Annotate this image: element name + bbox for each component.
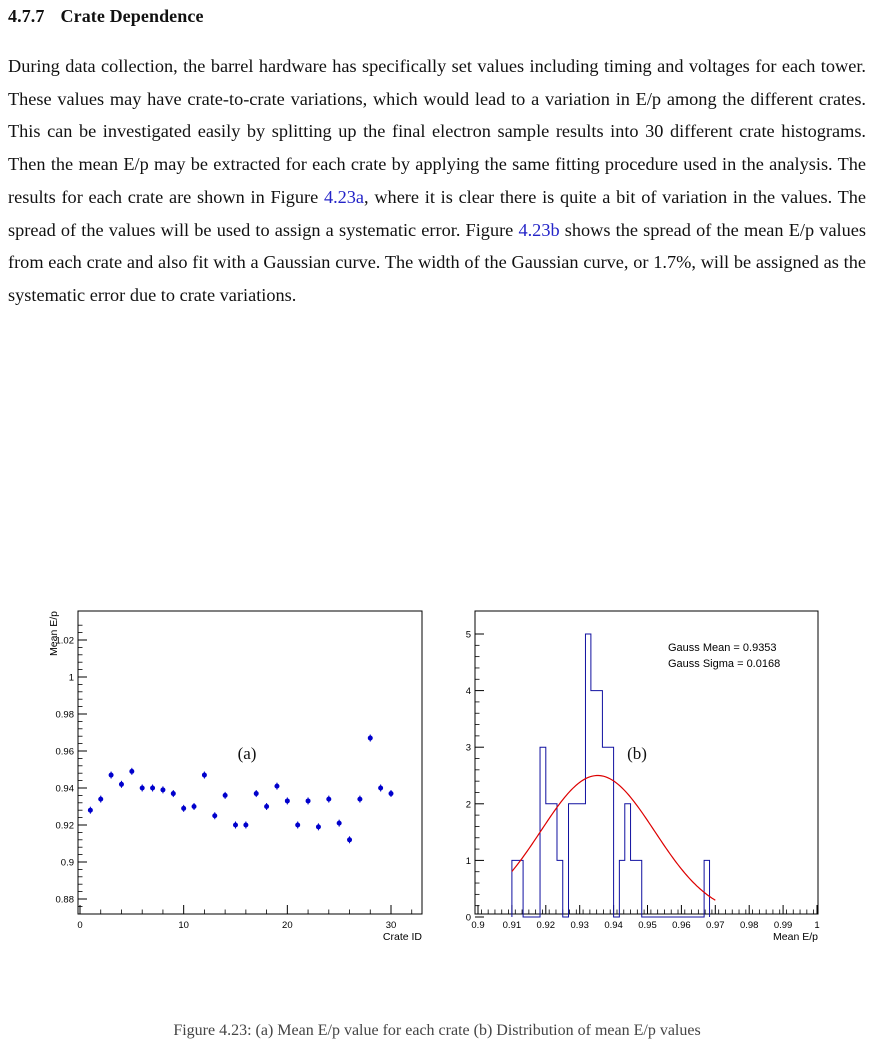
paragraph-text-3: shows the spread of the mean E/p values from each crate and also fit with a Gaussian curve. The width of the Gaussian curve, or 1.7%, will be assigned as the systematic error due to crate variations. [8, 219, 867, 305]
section-title: Crate Dependence [60, 6, 204, 26]
y-tick-label: 4 [465, 686, 471, 698]
x-axis-label: Mean E/p [773, 931, 818, 943]
y-tick-label: 1 [68, 672, 74, 684]
gauss-sigma-label: Gauss Sigma = 0.0168 [668, 658, 781, 670]
figure-caption-partial: Figure 4.23: (a) Mean E/p value for each crate (b) Distribution of mean E/p values [173, 1022, 701, 1039]
x-tick-label: 10 [178, 920, 189, 931]
gauss-mean-label: Gauss Mean = 0.9353 [668, 642, 777, 654]
x-tick-label: 30 [385, 920, 397, 931]
x-tick-label: 0 [77, 920, 83, 931]
paragraph-text-2: , where it is clear there is quite a bit of variation in the values. The spread of the values will be used to assign a systematic error. Figure [8, 186, 866, 240]
x-tick-label: 0.91 [502, 920, 522, 931]
x-tick-label: 0.96 [672, 920, 691, 931]
x-tick-label: 0.92 [536, 920, 556, 931]
x-tick-label: 0.95 [638, 920, 657, 931]
x-tick-label: 0.9 [471, 920, 485, 931]
x-tick-label: 0.98 [739, 920, 759, 931]
y-tick-label: 2 [465, 799, 471, 811]
y-axis-label: Mean E/p [48, 611, 60, 656]
y-tick-label: 5 [465, 629, 471, 641]
y-tick-label: 3 [465, 742, 471, 754]
x-axis-label: Crate ID [382, 931, 422, 943]
x-tick-label: 0.93 [570, 920, 589, 931]
histogram-outline [512, 634, 710, 917]
y-tick-label: 0.92 [55, 820, 74, 832]
paragraph-text-1: During data collection, the barrel hardware has specifically set values including timing and voltages for each tower. These values may have crate-to-crate variations, which would lead to a variation in E/p among the different crates. This can be investigated easily by splitting up the final electron sample results into 30 different crate histograms. Then the mean E/p may be extracted for each crate by applying the same fitting procedure used in the analysis. The results for each crate are shown in Figure [8, 56, 866, 207]
figure-ref-4-23b[interactable]: 4.23b [518, 219, 560, 240]
subfigure-caption-a: (a) [237, 744, 257, 763]
figure-ref-4-23a[interactable]: 4.23a [323, 186, 365, 207]
y-tick-label: 0.94 [55, 783, 74, 795]
x-tick-label: 20 [282, 920, 293, 931]
y-tick-label: 1.02 [55, 635, 74, 647]
x-tick-label: 1 [814, 920, 820, 931]
subfigure-caption-b: (b) [627, 744, 647, 763]
x-tick-label: 0.99 [773, 920, 793, 931]
y-tick-label: 0.98 [55, 709, 74, 721]
x-tick-label: 0.97 [706, 920, 725, 931]
y-tick-label: 1 [465, 855, 471, 867]
y-tick-label: 0 [465, 912, 471, 924]
y-tick-label: 0.9 [60, 857, 74, 869]
y-tick-label: 0.88 [55, 894, 74, 906]
y-tick-label: 0.96 [55, 746, 74, 758]
section-number: 4.7.7 [8, 6, 45, 26]
x-tick-label: 0.94 [604, 920, 623, 931]
